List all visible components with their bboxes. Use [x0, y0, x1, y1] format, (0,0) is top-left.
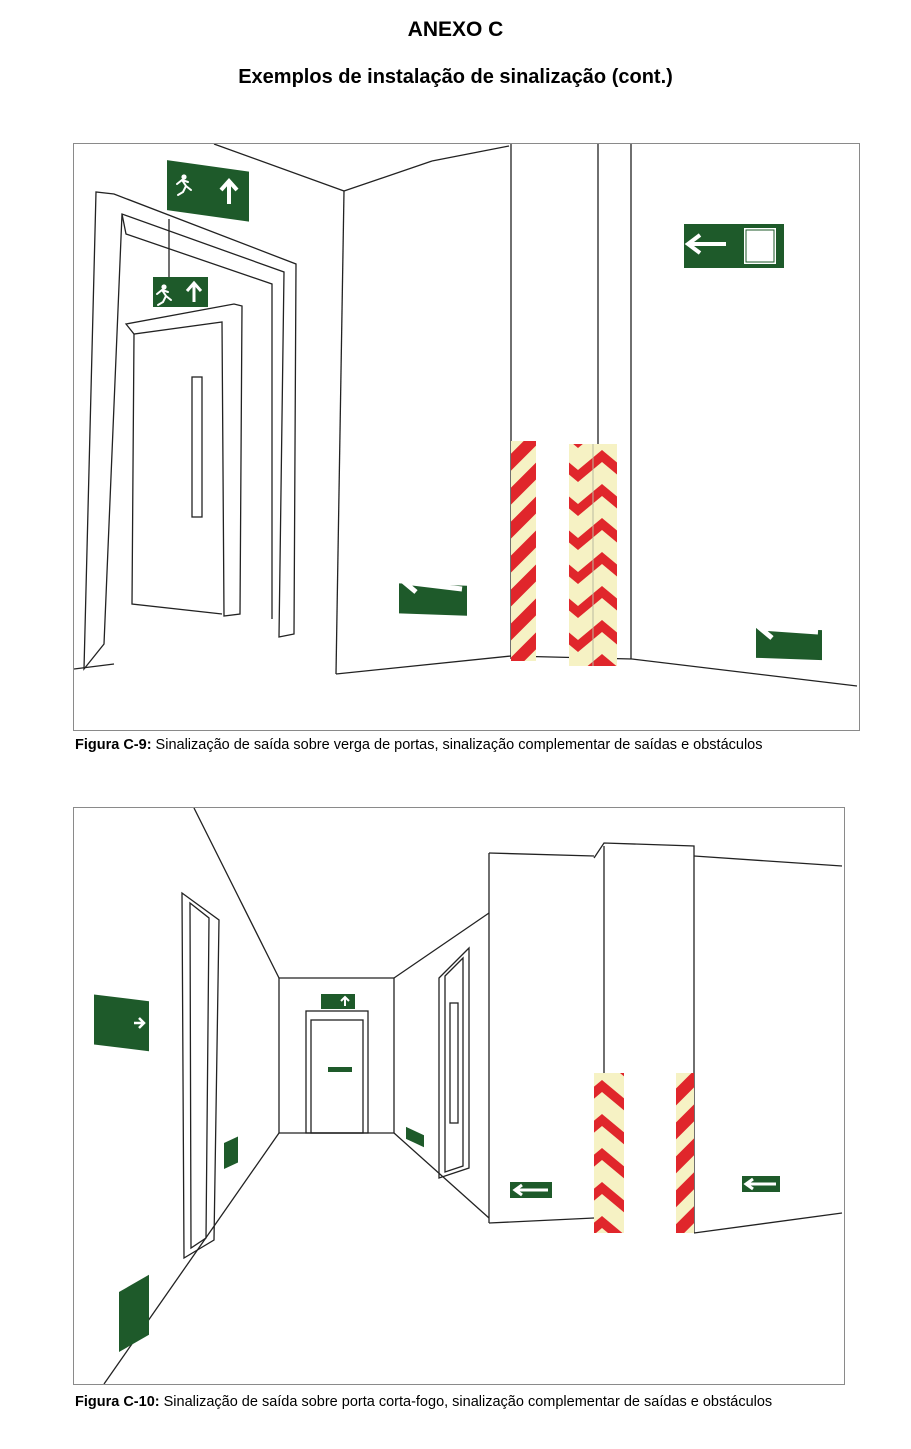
figure-c9-caption-text: Sinalização de saída sobre verga de portas, sinalização complementar de saídas e obstáculos: [151, 737, 763, 753]
figure-c9-caption: [75, 737, 763, 753]
figure-c9-label: Figura C-9:: [75, 737, 152, 753]
figure-c10-illustration: [73, 807, 845, 1385]
annex-title: ANEXO C: [407, 18, 504, 41]
page-subtitle: Exemplos de instalação de sinalização (cont.): [238, 66, 673, 88]
figure-c10-label: Figura C-10:: [75, 1394, 160, 1410]
figure-c10-caption: [75, 1394, 772, 1410]
figure-c9-illustration: [73, 143, 860, 731]
figure-c10-caption-text: Sinalização de saída sobre porta corta-fogo, sinalização complementar de saídas e obstáculos: [159, 1394, 773, 1410]
